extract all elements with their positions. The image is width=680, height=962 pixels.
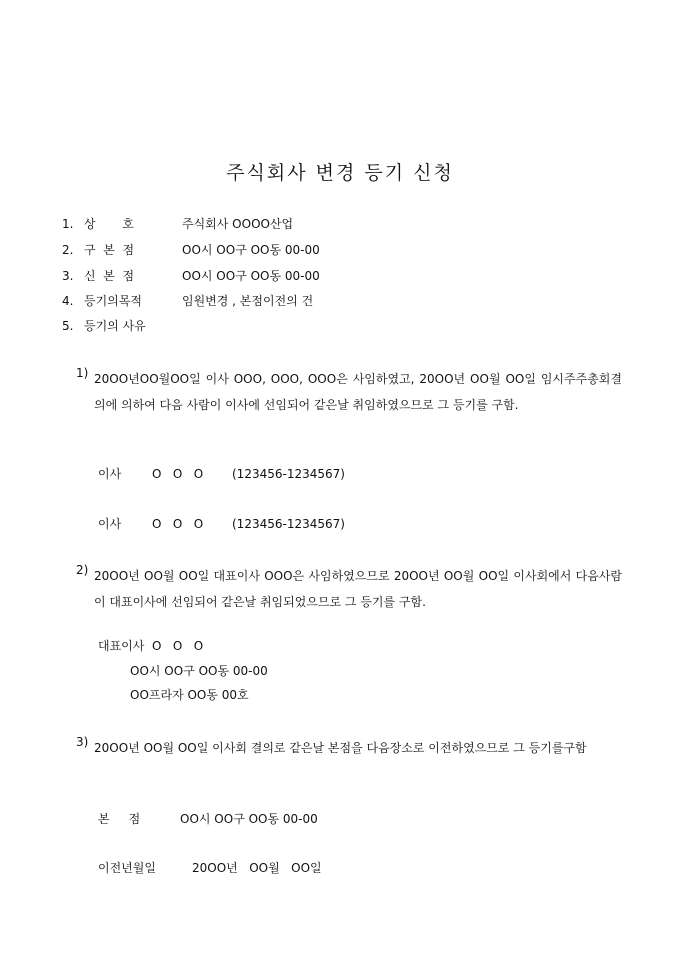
person-id: (123456-1234567): [232, 517, 345, 531]
person-id: (123456-1234567): [232, 467, 345, 481]
reason-number: 2): [76, 563, 89, 577]
reason-number: 1): [76, 366, 89, 380]
item-value: 임원변경 , 본점이전의 건: [182, 294, 314, 308]
representative-address-line-2: OO프라자 OO동 00호: [130, 688, 249, 702]
item-company-name: [62, 216, 293, 232]
item-value: OO시 OO구 OO동 00-00: [182, 269, 320, 283]
item-old-headquarters: [62, 242, 320, 258]
item-number: 1.: [62, 217, 74, 231]
representative-role: 대표이사: [98, 639, 145, 653]
item-number: 5.: [62, 319, 74, 333]
new-headquarters-row: [98, 810, 318, 827]
person-name: O O O: [152, 467, 204, 481]
relocation-date-row: [98, 859, 322, 876]
person-name: O O O: [152, 517, 204, 531]
item-label: 상 호: [84, 217, 134, 231]
item-number: 2.: [62, 243, 74, 257]
representative-name: O O O: [152, 639, 204, 653]
headquarters-label: 본 점: [98, 812, 141, 826]
item-registration-purpose: [62, 293, 313, 309]
reason-text: 20OO년 OO월 OO일 이사회 결의로 같은날 본점을 다음장소로 이전하였으므로 그 등기를구함: [94, 741, 587, 755]
person-role: 이사: [98, 517, 122, 531]
reason-text: 20OO년 OO월 OO일 대표이사 OOO은 사임하였으므로 20OO년 OO월 OO일 이사회에서 다음사람이 대표이사에 선임되어 같은날 취임되었으므로 그 등기를 구함.: [94, 569, 622, 609]
headquarters-value: OO시 OO구 OO동 00-00: [180, 812, 318, 826]
reason-text: 20OO년OO월OO일 이사 OOO, OOO, OOO은 사임하였고, 20OO년 OO월 OO일 임시주주총회결의에 의하여 다음 사람이 이사에 선임되어 같은날 취임하였으므로 그 등기를 구함.: [94, 372, 622, 412]
item-registration-reason: [62, 318, 182, 334]
relocation-date-value: 20OO년 OO월 OO일: [192, 861, 322, 875]
representative-row: [98, 637, 203, 654]
item-label: 등기의 사유: [84, 319, 146, 333]
item-value: OO시 OO구 OO동 00-00: [182, 243, 320, 257]
person-role: 이사: [98, 467, 122, 481]
relocation-date-label: 이전년월일: [98, 861, 156, 875]
item-label: 등기의목적: [84, 294, 142, 308]
item-new-headquarters: [62, 268, 320, 284]
item-label: 신 본 점: [84, 269, 135, 283]
item-number: 3.: [62, 269, 74, 283]
director-row: [98, 515, 345, 532]
item-number: 4.: [62, 294, 74, 308]
representative-address-line-1: OO시 OO구 OO동 00-00: [130, 664, 268, 678]
document-title: 주식회사 변경 등기 신청: [226, 162, 454, 184]
director-row: [98, 465, 345, 482]
reason-number: 3): [76, 735, 89, 749]
item-value: 주식회사 OOOO산업: [182, 217, 294, 231]
item-label: 구 본 점: [84, 243, 135, 257]
